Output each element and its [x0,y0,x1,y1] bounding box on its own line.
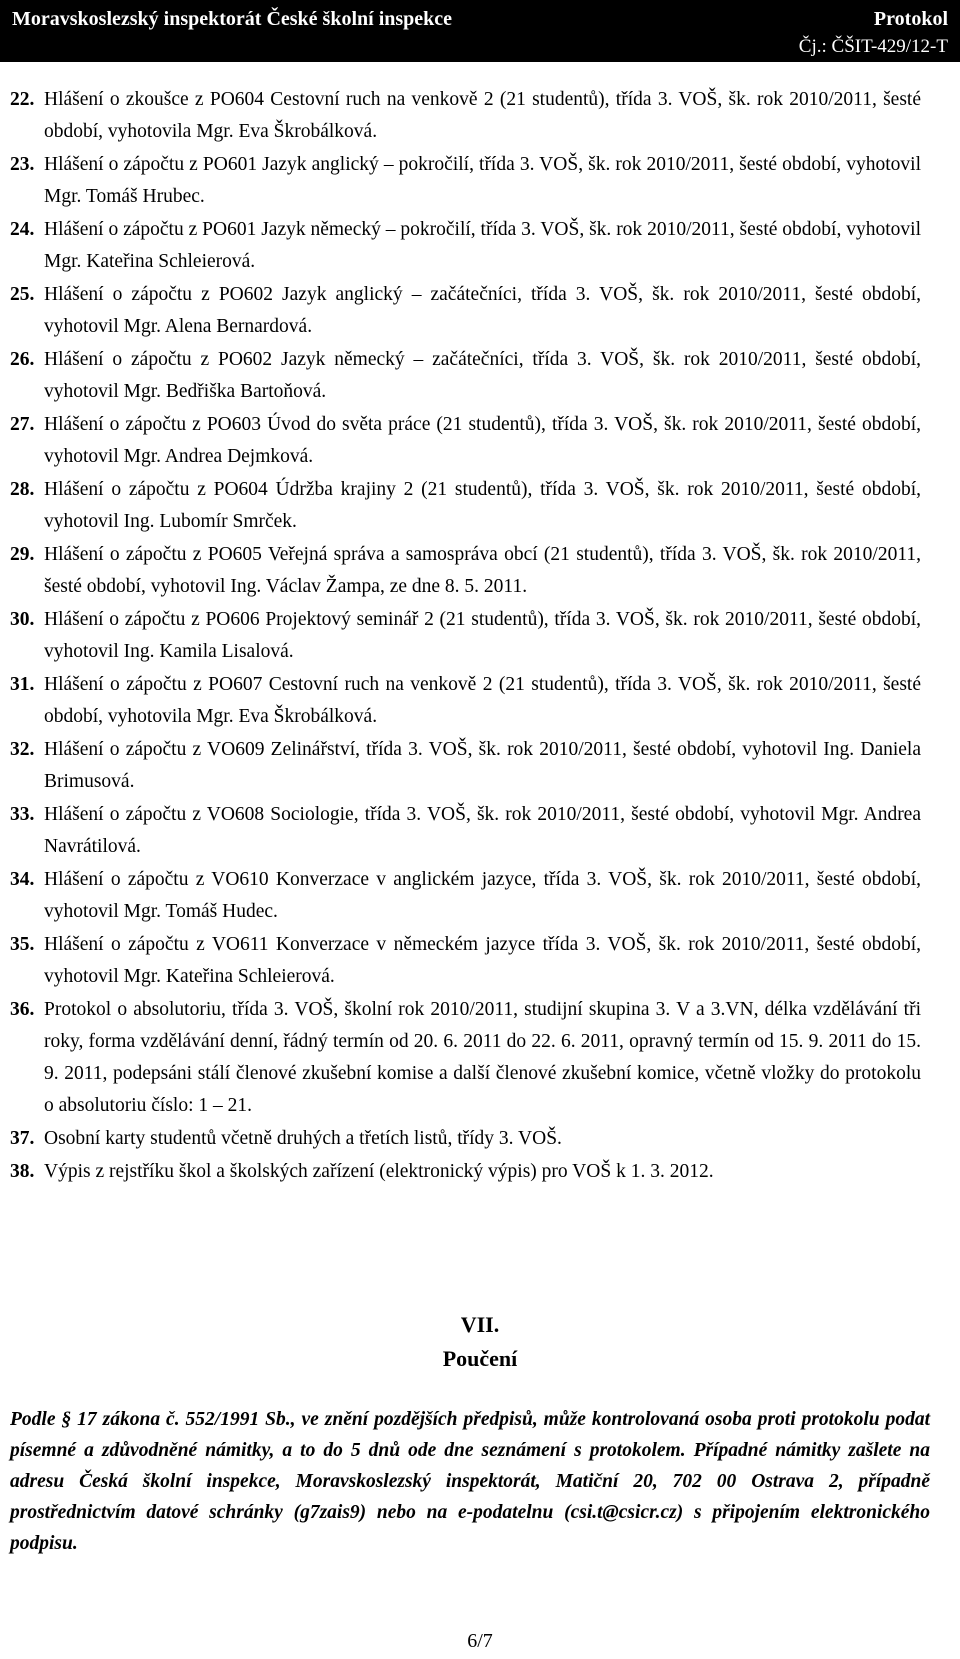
item-text: Protokol o absolutoriu, třída 3. VOŠ, školní rok 2010/2011, studijní skupina 3. V a 3.VN, délka vzdělávání tři roky, forma vzdělávání denní, řádný termín od 20. 6. 2011 do 22. 6. 2011, opravný termín od 15. 9. 2011 do 15. 9. 2011, podepsáni stálí členové zkušební komise a další členové zkušební komice, včetně vložky do protokolu o absolutoriu číslo: 1 – 21. [44,999,921,1116]
item-number: 34. [10,869,35,890]
item-number: 23. [10,154,35,175]
item-number: 22. [10,89,35,110]
item-text: Hlášení o zápočtu z VO610 Konverzace v anglickém jazyce, třída 3. VOŠ, šk. rok 2010/2011, šesté období, vyhotovil Mgr. Tomáš Hudec. [44,869,921,922]
item-number: 24. [10,219,35,240]
item-text: Hlášení o zápočtu z PO606 Projektový seminář 2 (21 studentů), třída 3. VOŠ, šk. rok 2010/2011, šesté období, vyhotovil Ing. Kamila Lisalová. [44,609,921,662]
item-number: 29. [10,544,35,565]
document-list [0,84,960,1189]
inspectorate-name: Moravskoslezský inspektorát České školní inspekce [12,8,453,30]
item-number: 33. [10,804,35,825]
item-text: Hlášení o zápočtu z PO603 Úvod do světa práce (21 studentů), třída 3. VOŠ, šk. rok 2010/2011, šesté období, vyhotovil Mgr. Andrea Dejmková. [44,414,921,467]
item-text: Výpis z rejstříku škol a školských zařízení (elektronický výpis) pro VOŠ k 1. 3. 2012. [44,1161,714,1182]
list-item [0,799,960,863]
legal-notice: Podle § 17 zákona č. 552/1991 Sb., ve znění pozdějších předpisů, může kontrolovaná osoba proti protokolu podat písemné a zdůvodněné námitky, a to do 5 dnů ode dne seznámení s protokolem. Případné námitky zašlete na adresu Česká školní inspekce, Moravskoslezský inspektorát, Matiční 20, 702 00 Ostrava 2, případně prostřednictvím datové schránky (g7zais9) nebo na e-podatelnu (csi.t@csicr.cz) s připojením elektronického podpisu. [10,1409,930,1554]
list-item [0,734,960,798]
item-text: Hlášení o zápočtu z PO604 Údržba krajiny 2 (21 studentů), třída 3. VOŠ, šk. rok 2010/2011, šesté období, vyhotovil Ing. Lubomír Smrček. [44,479,921,532]
item-text: Hlášení o zápočtu z PO602 Jazyk anglický – začátečníci, třída 3. VOŠ, šk. rok 2010/2011, šesté období, vyhotovil Mgr. Alena Bernardová. [44,284,921,337]
list-item [0,994,960,1122]
item-text: Hlášení o zápočtu z PO605 Veřejná správa a samospráva obcí (21 studentů), třída 3. VOŠ, šk. rok 2010/2011, šesté období, vyhotovil Ing. Václav Žampa, ze dne 8. 5. 2011. [44,544,921,597]
list-item [0,929,960,993]
item-number: 38. [10,1161,35,1182]
item-number: 31. [10,674,35,695]
item-number: 26. [10,349,35,370]
list-item [0,864,960,928]
section-number: VII. [460,1312,500,1337]
item-number: 37. [10,1128,35,1149]
item-text: Osobní karty studentů včetně druhých a třetích listů, třídy 3. VOŠ. [44,1128,562,1149]
item-number: 30. [10,609,35,630]
list-item [0,604,960,668]
item-number: 36. [10,999,35,1020]
list-item [0,149,960,213]
list-item [0,409,960,473]
document-type: Protokol [873,8,948,30]
item-number: 28. [10,479,35,500]
item-number: 32. [10,739,35,760]
item-text: Hlášení o zápočtu z VO608 Sociologie, třída 3. VOŠ, šk. rok 2010/2011, šesté období, vyhotovil Mgr. Andrea Navrátilová. [44,804,921,857]
list-item [0,344,960,408]
list-item [0,474,960,538]
item-text: Hlášení o zápočtu z PO602 Jazyk německý – začátečníci, třída 3. VOŠ, šk. rok 2010/2011, šesté období, vyhotovil Mgr. Bedřiška Bartoňová. [44,349,921,402]
item-number: 27. [10,414,35,435]
list-item [0,214,960,278]
document-header [0,0,960,62]
item-text: Hlášení o zápočtu z VO609 Zelinářství, třída 3. VOŠ, šk. rok 2010/2011, šesté období, vyhotovil Ing. Daniela Brimusová. [44,739,921,792]
list-item [0,84,960,148]
list-item [0,539,960,603]
list-item [0,669,960,733]
item-text: Hlášení o zápočtu z PO601 Jazyk německý – pokročilí, třída 3. VOŠ, šk. rok 2010/2011, šesté období, vyhotovil Mgr. Kateřina Schleierová. [44,219,921,272]
reference-number: Čj.: ČŠIT-429/12-T [798,36,948,57]
item-text: Hlášení o zkoušce z PO604 Cestovní ruch na venkově 2 (21 studentů), třída 3. VOŠ, šk. rok 2010/2011, šesté období, vyhotovila Mgr. Eva Škrobálková. [44,89,921,142]
list-item [0,1156,960,1188]
item-text: Hlášení o zápočtu z VO611 Konverzace v německém jazyce třída 3. VOŠ, šk. rok 2010/2011, šesté období, vyhotovil Mgr. Kateřina Schleierová. [44,934,921,987]
section-heading [0,1308,960,1376]
section-title: Poučení [442,1346,518,1371]
item-text: Hlášení o zápočtu z PO607 Cestovní ruch na venkově 2 (21 studentů), třída 3. VOŠ, šk. rok 2010/2011, šesté období, vyhotovila Mgr. Eva Škrobálková. [44,674,921,727]
item-number: 35. [10,934,35,955]
item-text: Hlášení o zápočtu z PO601 Jazyk anglický – pokročilí, třída 3. VOŠ, šk. rok 2010/2011, šesté období, vyhotovil Mgr. Tomáš Hrubec. [44,154,921,207]
page-number: 6/7 [467,1630,493,1652]
item-number: 25. [10,284,35,305]
list-item [0,279,960,343]
list-item [0,1123,960,1155]
